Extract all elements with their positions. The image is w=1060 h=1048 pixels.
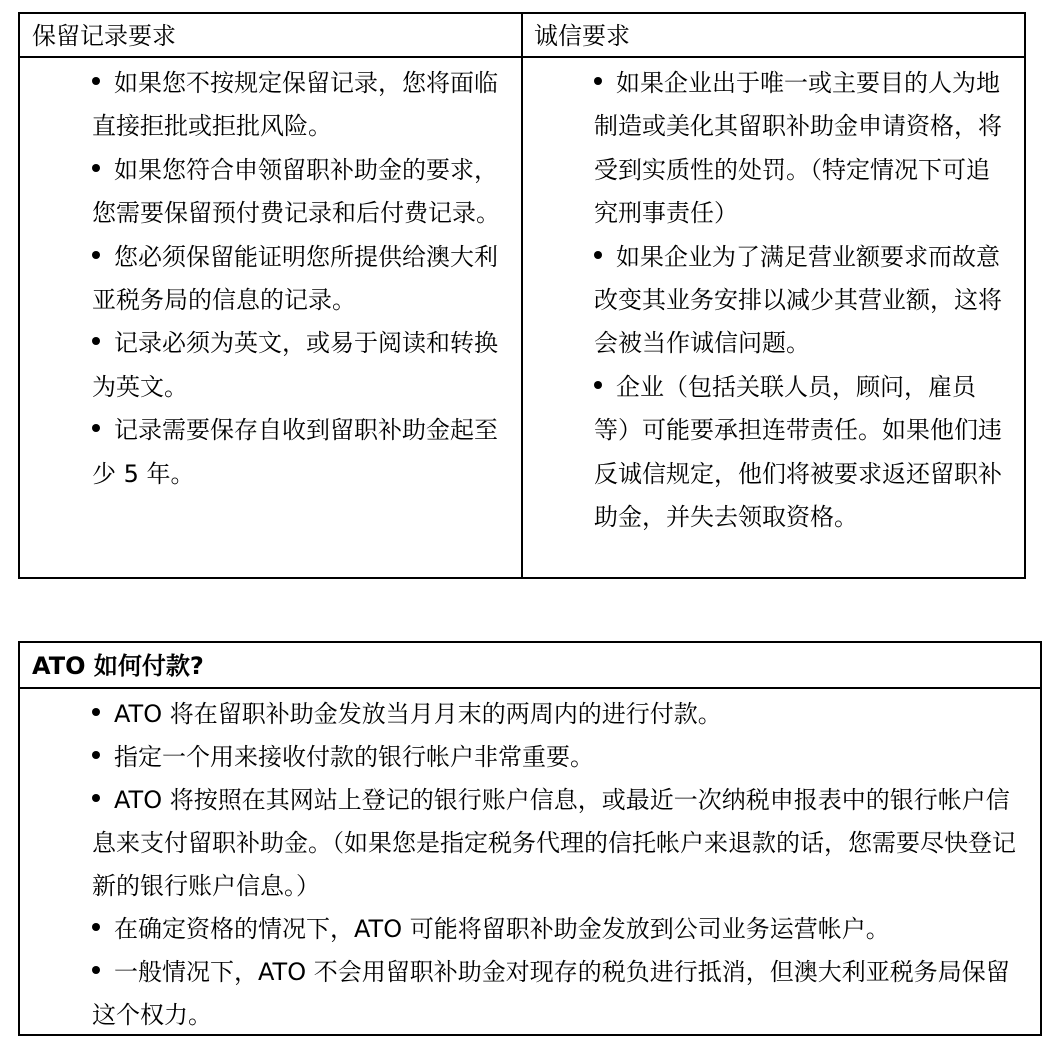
record-keeping-header: 保留记录要求 bbox=[20, 14, 522, 58]
list-item-text: 如果您不按规定保留记录，您将面临直接拒批或拒批风险。 bbox=[92, 69, 498, 141]
bullet-icon bbox=[594, 62, 616, 105]
list-item-text: 企业（包括关联人员，顾问，雇员等）可能要承担连带责任。如果他们违反诚信规定，他们将被要求返还留职补助金，并失去领取资格。 bbox=[594, 372, 1002, 532]
list-item bbox=[92, 62, 502, 149]
list-item bbox=[594, 236, 1006, 366]
record-keeping-cell bbox=[92, 62, 502, 496]
list-item bbox=[92, 779, 1032, 908]
list-item-text: 一般情况下，ATO 不会用留职补助金对现存的税负进行抵消，但澳大利亚税务局保留这个权力。 bbox=[92, 958, 1010, 1029]
bullet-icon bbox=[92, 149, 114, 192]
bullet-icon bbox=[92, 322, 114, 365]
bullet-icon bbox=[92, 62, 114, 105]
bullet-icon bbox=[92, 409, 114, 452]
list-item bbox=[92, 908, 1032, 951]
list-item-text: 记录必须为英文，或易于阅读和转换为英文。 bbox=[92, 329, 498, 401]
bullet-icon bbox=[92, 693, 114, 736]
list-item bbox=[92, 236, 502, 323]
list-item-text: 记录需要保存自收到留职补助金起至少 5 年。 bbox=[92, 416, 498, 488]
record-integrity-table bbox=[18, 12, 1026, 579]
bullet-icon bbox=[92, 236, 114, 279]
bullet-icon bbox=[92, 951, 114, 994]
list-item bbox=[92, 149, 502, 236]
list-item bbox=[594, 62, 1006, 236]
ato-payment-cell bbox=[92, 693, 1032, 1037]
list-item-text: ATO 将按照在其网站上登记的银行账户信息，或最近一次纳税申报表中的银行帐户信息来支付留职补助金。（如果您是指定税务代理的信托帐户来退款的话，您需要尽快登记新的银行账户信息。） bbox=[92, 786, 1016, 900]
list-item bbox=[92, 409, 502, 496]
integrity-cell bbox=[594, 62, 1006, 539]
list-item-text: 如果企业出于唯一或主要目的人为地制造或美化其留职补助金申请资格，将受到实质性的处罚。（特定情况下可追究刑事责任） bbox=[594, 69, 1002, 228]
integrity-header: 诚信要求 bbox=[522, 14, 1024, 58]
list-item bbox=[92, 951, 1032, 1037]
bullet-icon bbox=[594, 366, 616, 409]
list-item-text: 如果您符合申领留职补助金的要求，您需要保留预付费记录和后付费记录。 bbox=[92, 155, 500, 228]
ato-payment-header: ATO 如何付款? bbox=[20, 643, 1040, 689]
ato-payment-table bbox=[18, 641, 1042, 1036]
list-item bbox=[92, 736, 1032, 779]
list-item-text: 指定一个用来接收付款的银行帐户非常重要。 bbox=[114, 743, 594, 771]
list-item bbox=[92, 693, 1032, 736]
list-item-text: ATO 将在留职补助金发放当月月末的两周内的进行付款。 bbox=[114, 700, 722, 728]
bullet-icon bbox=[92, 779, 114, 822]
list-item-text: 在确定资格的情况下，ATO 可能将留职补助金发放到公司业务运营帐户。 bbox=[114, 915, 890, 943]
list-item bbox=[92, 322, 502, 409]
list-item bbox=[594, 366, 1006, 540]
list-item-text: 您必须保留能证明您所提供给澳大利亚税务局的信息的记录。 bbox=[92, 242, 498, 315]
column-divider bbox=[521, 14, 523, 577]
bullet-icon bbox=[92, 736, 114, 779]
bullet-icon bbox=[594, 236, 616, 279]
list-item-text: 如果企业为了满足营业额要求而故意改变其业务安排以减少其营业额，这将会被当作诚信问题。 bbox=[594, 242, 1002, 358]
bullet-icon bbox=[92, 908, 114, 951]
